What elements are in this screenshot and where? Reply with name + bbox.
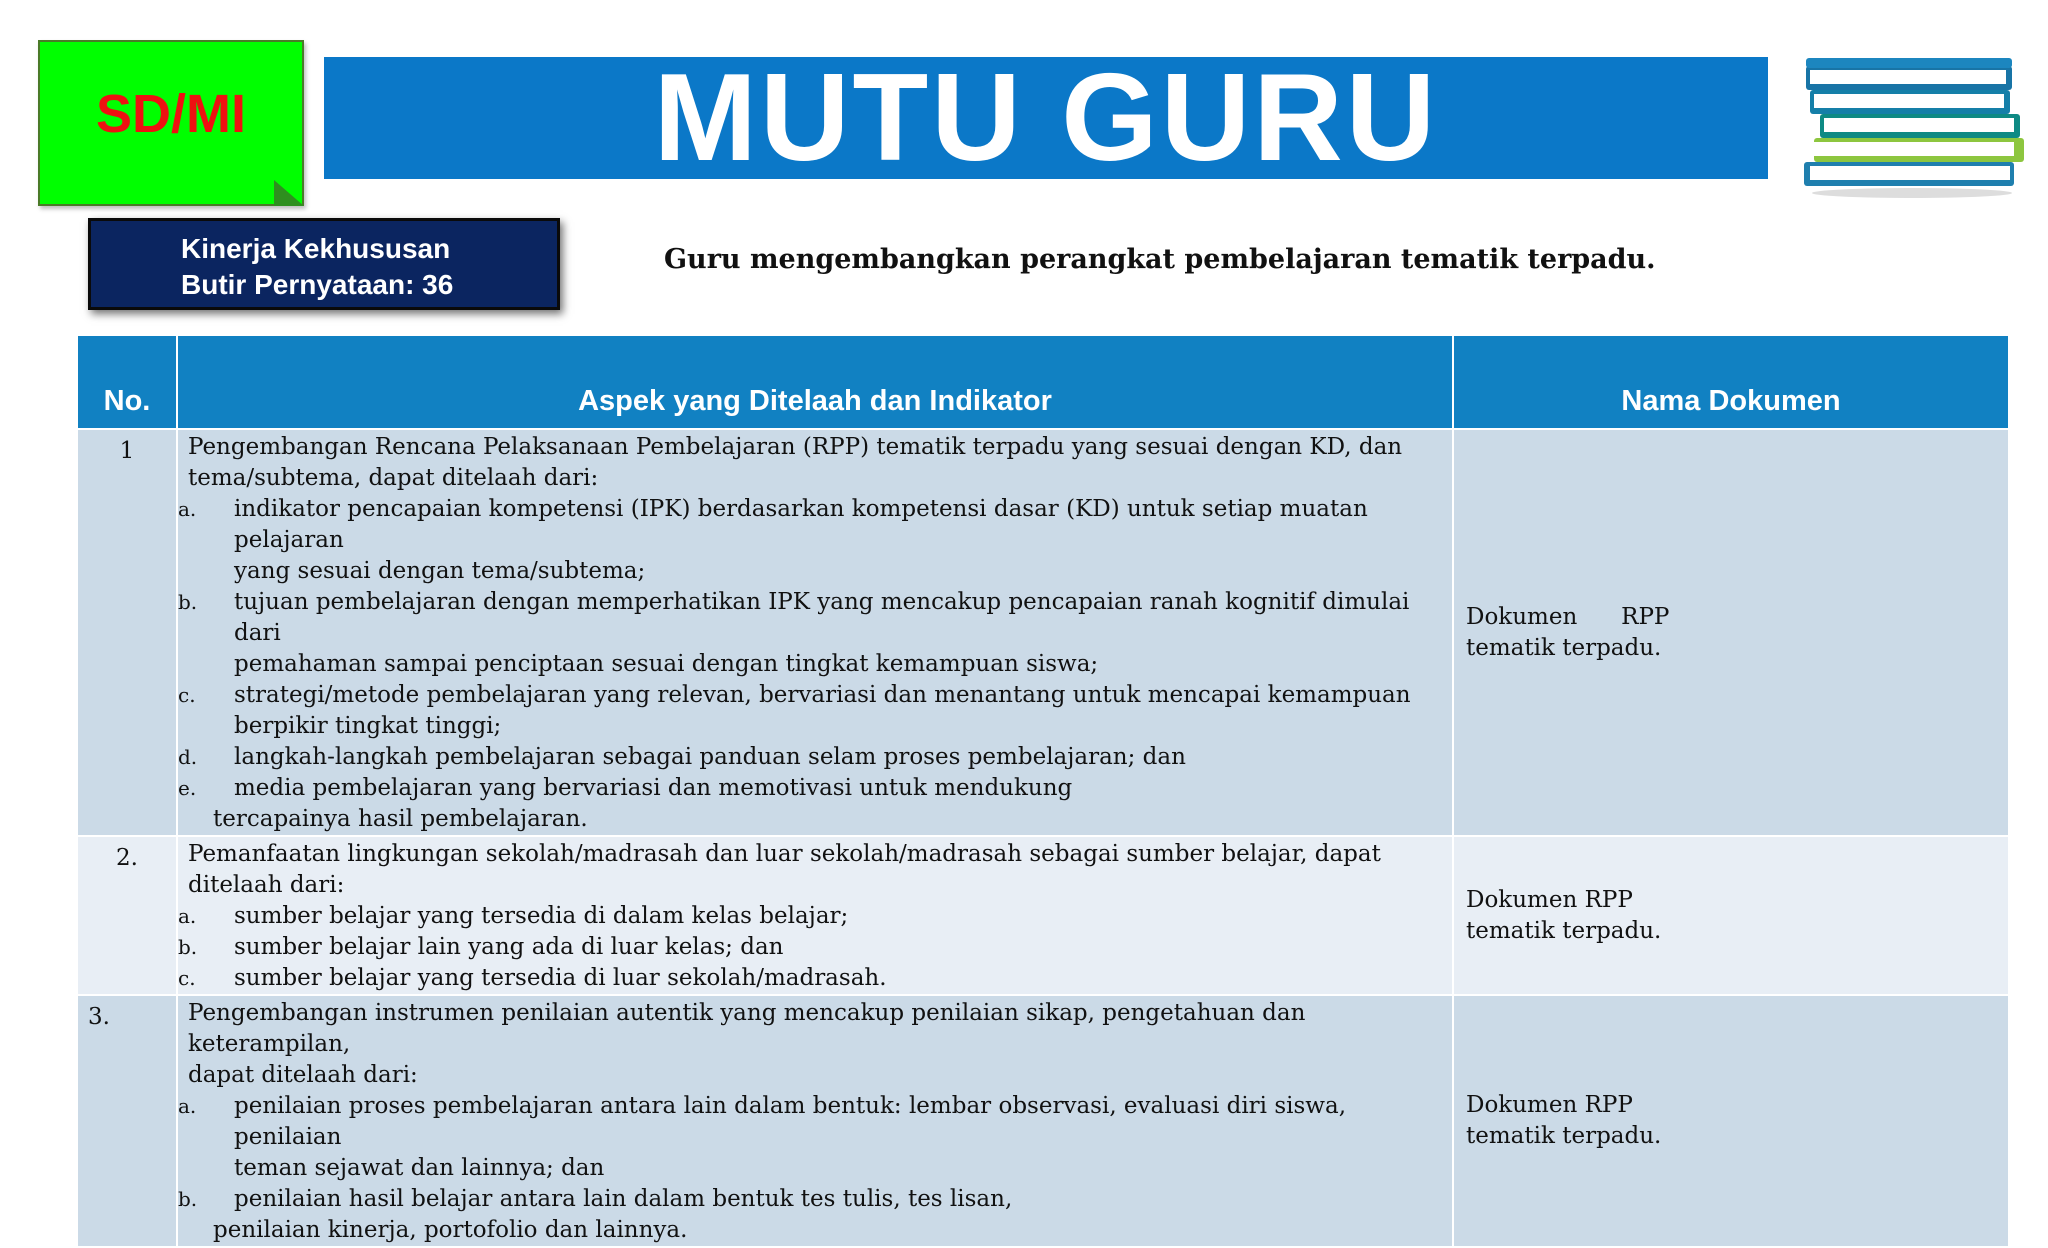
column-header-no: No. (77, 335, 177, 429)
list-item-text: penilaian proses pembelajaran antara lain dalam bentuk: lembar observasi, evaluasi diri siswa, penilaian (234, 1093, 1347, 1150)
list-item-text: penilaian hasil belajar antara lain dalam bentuk tes tulis, tes lisan, (234, 1186, 1013, 1212)
document-name: tematik terpadu. (1466, 917, 1662, 944)
list-item (178, 901, 1444, 932)
level-badge (38, 40, 304, 206)
aspect-intro: tema/subtema, dapat ditelaah dari: (188, 465, 599, 491)
page-title: MUTU GURU (653, 49, 1439, 187)
list-item-label: a. (178, 497, 197, 521)
list-item (178, 932, 1444, 963)
document-cell (1453, 995, 2009, 1247)
document-name: Dokumen RPP (1466, 1092, 1633, 1118)
statement-text: Guru mengembangkan perangkat pembelajaran tematik terpadu. (664, 244, 1656, 275)
level-badge-label: SD/MI (95, 84, 246, 144)
aspect-intro: ditelaah dari: (188, 872, 345, 898)
list-item-text: pemahaman sampai penciptaan sesuai dengan tingkat kemampuan siswa; (234, 651, 1099, 677)
column-header-aspect: Aspek yang Ditelaah dan Indikator (177, 335, 1453, 429)
list-item-label: e. (178, 776, 197, 800)
category-box (88, 218, 560, 310)
list-item (178, 1091, 1444, 1184)
document-name: Dokumen RPP (1466, 603, 1670, 630)
aspect-intro: Pengembangan instrumen penilaian autentik yang mencakup penilaian sikap, pengetahuan dan keterampilan, (188, 1000, 1306, 1057)
list-item (178, 587, 1444, 680)
list-item-text: tercapainya hasil pembelajaran. (213, 806, 588, 832)
aspect-intro: dapat ditelaah dari: (188, 1062, 418, 1088)
list-item-text: indikator pencapaian kompetensi (IPK) berdasarkan kompetensi dasar (KD) untuk setiap muatan pelajaran (234, 496, 1368, 553)
document-name: tematik terpadu. (1466, 634, 1662, 661)
aspect-cell (177, 429, 1453, 836)
category-line-1: Kinerja Kekhususan (181, 233, 451, 264)
list-item-label: d. (178, 745, 198, 769)
list-item-text: berpikir tingkat tinggi; (234, 713, 502, 739)
page-curl-decoration (274, 180, 304, 206)
indicator-table (76, 334, 2010, 1248)
list-item (178, 494, 1444, 587)
document-name: Dokumen RPP (1466, 886, 1633, 913)
aspect-intro: Pengembangan Rencana Pelaksanaan Pembelajaran (RPP) tematik terpadu yang sesuai dengan KD, dan (188, 434, 1403, 460)
list-item (178, 773, 1444, 804)
list-item-label: b. (178, 935, 198, 959)
row-number: 3. (77, 995, 177, 1247)
list-item-text: teman sejawat dan lainnya; dan (234, 1155, 605, 1181)
list-item (178, 1184, 1444, 1215)
list-item-text: strategi/metode pembelajaran yang relevan, bervariasi dan menantang untuk mencapai kemampuan (234, 682, 1411, 708)
row-number: 2. (77, 836, 177, 995)
list-item-label: b. (178, 590, 198, 614)
book-stack-icon (1800, 50, 2030, 200)
column-header-document: Nama Dokumen (1453, 335, 2009, 429)
table-header-row (77, 335, 2009, 429)
table-row (77, 429, 2009, 836)
list-item-label: c. (178, 966, 196, 990)
category-line-2: Butir Pernyataan: 36 (181, 269, 454, 300)
row-number: 1 (77, 429, 177, 836)
list-item-text: sumber belajar yang tersedia di dalam kelas belajar; (234, 903, 849, 929)
list-item-label: a. (178, 1094, 197, 1118)
list-item-text: sumber belajar yang tersedia di luar sekolah/madrasah. (234, 965, 887, 991)
aspect-cell (177, 836, 1453, 995)
table-row (77, 995, 2009, 1247)
document-name: tematik terpadu. (1466, 1123, 1662, 1149)
document-cell (1453, 836, 2009, 995)
aspect-cell (177, 995, 1453, 1247)
list-item (178, 680, 1444, 742)
title-banner (324, 49, 1768, 187)
table-row (77, 836, 2009, 995)
list-item (178, 742, 1444, 773)
list-item (178, 963, 1444, 994)
list-item-label: c. (178, 683, 196, 707)
document-cell (1453, 429, 2009, 836)
list-item-text: tujuan pembelajaran dengan memperhatikan IPK yang mencakup pencapaian ranah kognitif dimulai dari (234, 589, 1410, 646)
list-item-text: media pembelajaran yang bervariasi dan memotivasi untuk mendukung (234, 775, 1073, 801)
list-item-label: b. (178, 1187, 198, 1211)
list-item-text: yang sesuai dengan tema/subtema; (234, 558, 646, 584)
list-item-text: penilaian kinerja, portofolio dan lainnya. (213, 1217, 688, 1243)
list-item-label: a. (178, 904, 197, 928)
list-item-text: sumber belajar lain yang ada di luar kelas; dan (234, 934, 784, 960)
aspect-intro: Pemanfaatan lingkungan sekolah/madrasah dan luar sekolah/madrasah sebagai sumber belajar, dapat (188, 841, 1381, 867)
list-item-text: langkah-langkah pembelajaran sebagai panduan selam proses pembelajaran; dan (234, 744, 1186, 770)
